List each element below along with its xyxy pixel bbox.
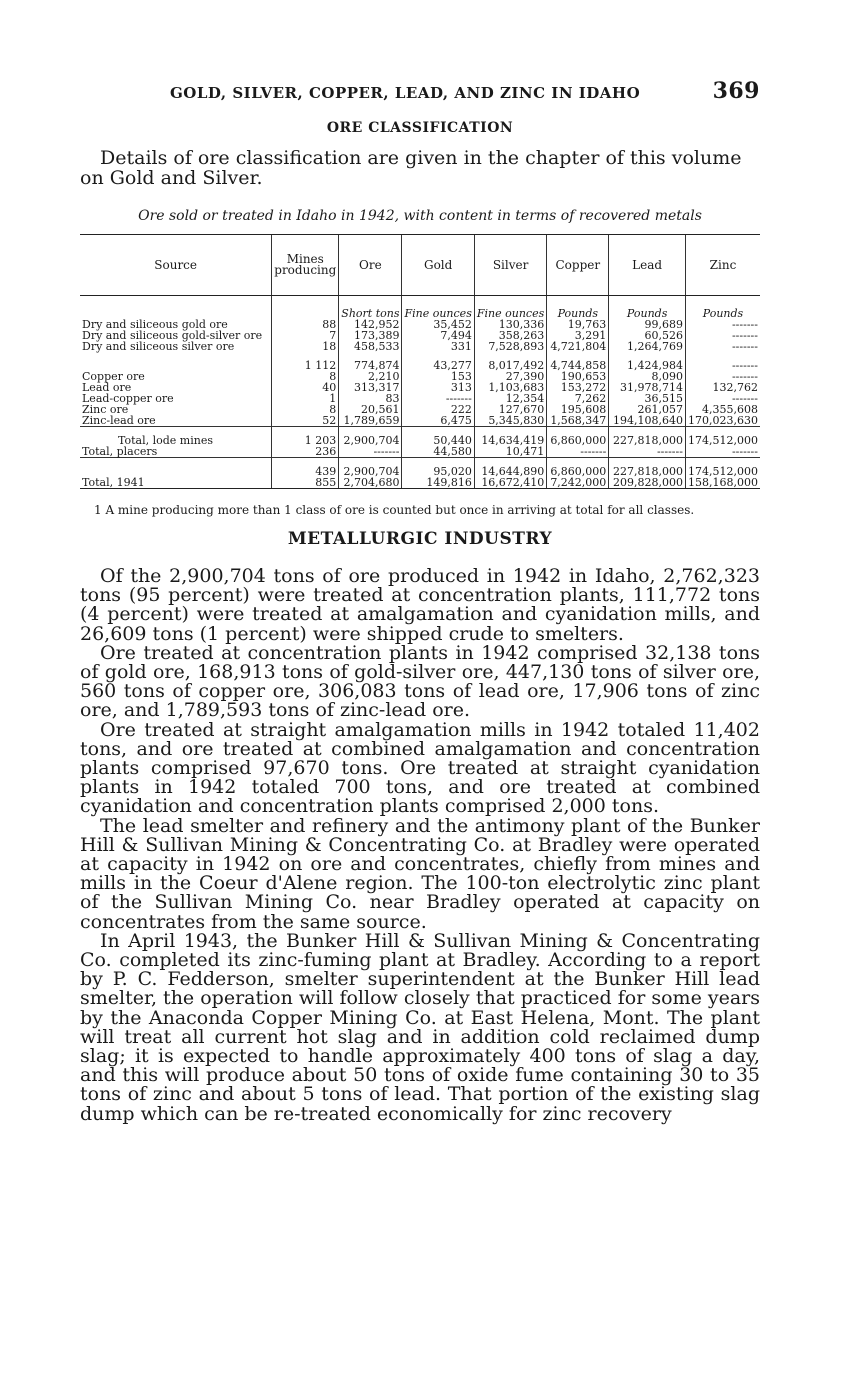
- document-page: [80, 78, 760, 1124]
- cell: 127,670: [474, 404, 546, 415]
- section-heading-ore-classification: ORE CLASSIFICATION: [326, 120, 514, 136]
- col-header-lead: Lead: [609, 235, 686, 296]
- cell: -------: [685, 319, 760, 330]
- cell: 10,471: [474, 446, 546, 458]
- cell: 313,317: [339, 382, 402, 393]
- cell: 99,689: [609, 319, 686, 330]
- cell: 4,721,804: [547, 341, 609, 352]
- cell: 27,390: [474, 371, 546, 382]
- row-label: Zinc ore: [82, 403, 129, 416]
- unit-cell: Pounds: [685, 296, 760, 320]
- col-header-zinc: Zinc: [685, 235, 760, 296]
- cell: 4,355,608: [685, 404, 760, 415]
- table-row: [80, 352, 760, 371]
- cell: 2,704,680: [339, 477, 402, 489]
- table-caption: Ore sold or treated in Idaho in 1942, with content in terms of recovered metals: [138, 208, 702, 224]
- cell: 2,900,704: [339, 427, 402, 447]
- cell: 83: [339, 393, 402, 404]
- row-label: [80, 352, 272, 371]
- cell: 142,952: [339, 319, 402, 330]
- cell: 95,020: [402, 458, 474, 478]
- cell: 7,494: [402, 330, 474, 341]
- cell: 173,389: [339, 330, 402, 341]
- page-number: 369: [712, 78, 760, 104]
- unit-cell: Pounds: [547, 296, 609, 320]
- cell: 1,103,683: [474, 382, 546, 393]
- cell: 1 112: [272, 352, 339, 371]
- cell: 35,452: [402, 319, 474, 330]
- cell: 1,789,659: [339, 415, 402, 427]
- row-label: Dry and siliceous silver ore: [82, 340, 235, 353]
- cell: 60,526: [609, 330, 686, 341]
- cell: 7,528,893: [474, 341, 546, 352]
- cell: 1: [272, 393, 339, 404]
- col-header-copper: Copper: [547, 235, 609, 296]
- cell: -------: [685, 393, 760, 404]
- cell: 153,272: [547, 382, 609, 393]
- cell: 331: [402, 341, 474, 352]
- unit-cell: Short tons: [339, 296, 402, 320]
- cell: -------: [339, 446, 402, 458]
- col-header-mines: Mines producing: [272, 235, 339, 296]
- section-heading-metallurgic-industry: METALLURGIC INDUSTRY: [287, 529, 553, 549]
- cell: 14,634,419: [474, 427, 546, 447]
- cell: 3,291: [547, 330, 609, 341]
- cell: -------: [685, 446, 760, 458]
- cell: -------: [685, 371, 760, 382]
- cell: 236: [272, 446, 339, 458]
- row-label: Copper ore: [82, 370, 145, 383]
- cell: 194,108,640: [609, 415, 686, 427]
- paragraph: The lead smelter and refinery and the antimony plant of the Bunker Hill & Sullivan Mining & Concentrating Co. at Bradley were operated at capacity in 1942 on ore and concentrates, chiefly from mines and mills in the Coeur d'Alene region. The 100-ton electrolytic zinc plant of the Sullivan Mining Co. near Bradley operated at capacity on concentrates from the same source.: [80, 814, 760, 933]
- cell: 158,168,000: [685, 477, 760, 489]
- cell: 12,354: [474, 393, 546, 404]
- unit-cell: [272, 296, 339, 320]
- cell: 458,533: [339, 341, 402, 352]
- cell: 2,210: [339, 371, 402, 382]
- col-header-silver: Silver: [474, 235, 546, 296]
- col-header-ore: Ore: [339, 235, 402, 296]
- row-label: Total, 1941: [80, 477, 272, 489]
- cell: 222: [402, 404, 474, 415]
- cell: 44,580: [402, 446, 474, 458]
- row-label: Zinc-lead ore: [82, 414, 156, 427]
- cell: 6,860,000: [547, 458, 609, 478]
- cell: 8: [272, 371, 339, 382]
- paragraph: In April 1943, the Bunker Hill & Sullivan Mining & Concentrating Co. completed its zinc-fuming plant at Bradley. According to a report by P. C. Fedderson, smelter superintendent at the Bunker Hill lead smelter, the operation will follow closely that practiced for some years by the Anaconda Copper Mining Co. at East Helena, Mont. The plant will treat all current hot slag and in addition cold reclaimed dump slag; it is expected to handle approximately 400 tons of slag a day, and this will produce about 50 tons of oxide fume containing 30 to 35 tons of zinc and about 5 tons of lead. That portion of the existing slag dump which can be re-treated economically for zinc recovery: [80, 929, 760, 1125]
- cell: 40: [272, 382, 339, 393]
- table-header-row: [80, 235, 760, 296]
- cell: 52: [272, 415, 339, 427]
- table-row: [80, 477, 760, 489]
- col-header-gold: Gold: [402, 235, 474, 296]
- paragraph: Ore treated at concentration plants in 1942 comprised 32,138 tons of gold ore, 168,913 tons of gold-silver ore, 447,130 tons of silver ore, 560 tons of copper ore, 306,083 tons of lead ore, 17,906 tons of zinc ore, and 1,789,593 tons of zinc-lead ore.: [80, 641, 760, 722]
- cell: 8,090: [609, 371, 686, 382]
- cell: 1,264,769: [609, 341, 686, 352]
- row-label: Dry and siliceous gold-silver ore: [82, 329, 263, 342]
- cell: -------: [685, 352, 760, 371]
- cell: 1,424,984: [609, 352, 686, 371]
- cell: 88: [272, 319, 339, 330]
- cell: -------: [547, 446, 609, 458]
- cell: 358,263: [474, 330, 546, 341]
- cell: 7,262: [547, 393, 609, 404]
- intro-paragraph: Details of ore classification are given in the chapter of this volume on Gold and Silver.: [80, 147, 742, 189]
- cell: 7,242,000: [547, 477, 609, 489]
- running-head: [80, 78, 760, 104]
- cell: 174,512,000: [685, 427, 760, 447]
- row-label: Dry and siliceous gold ore: [82, 318, 228, 331]
- table-row: [80, 415, 760, 427]
- cell: 261,057: [609, 404, 686, 415]
- cell: 1 203: [272, 427, 339, 447]
- cell: 36,515: [609, 393, 686, 404]
- cell: 18: [272, 341, 339, 352]
- cell: 31,978,714: [609, 382, 686, 393]
- cell: 132,762: [685, 382, 760, 393]
- units-row: [80, 296, 760, 320]
- cell: -------: [685, 330, 760, 341]
- cell: 6,860,000: [547, 427, 609, 447]
- table-row: [80, 427, 760, 447]
- cell: -------: [685, 341, 760, 352]
- row-label: [80, 458, 272, 478]
- cell: 439: [272, 458, 339, 478]
- cell: 8,017,492: [474, 352, 546, 371]
- cell: 170,023,630: [685, 415, 760, 427]
- cell: 50,440: [402, 427, 474, 447]
- cell: 5,345,830: [474, 415, 546, 427]
- cell: 313: [402, 382, 474, 393]
- cell: 195,608: [547, 404, 609, 415]
- cell: 16,672,410: [474, 477, 546, 489]
- ore-table: [80, 234, 760, 489]
- cell: 8: [272, 404, 339, 415]
- cell: 2,900,704: [339, 458, 402, 478]
- row-label: Total, placers: [82, 445, 158, 458]
- cell: 190,653: [547, 371, 609, 382]
- cell: 149,816: [402, 477, 474, 489]
- col-header-source: Source: [80, 235, 272, 296]
- cell: 7: [272, 330, 339, 341]
- cell: 227,818,000: [609, 427, 686, 447]
- cell: 153: [402, 371, 474, 382]
- unit-cell: Fine ounces: [402, 296, 474, 320]
- cell: 43,277: [402, 352, 474, 371]
- cell: 20,561: [339, 404, 402, 415]
- cell: -------: [402, 393, 474, 404]
- table-footnote: 1 A mine producing more than 1 class of ore is counted but once in arriving at total for all classes.: [94, 503, 695, 517]
- paragraph: Of the 2,900,704 tons of ore produced in 1942 in Idaho, 2,762,323 tons (95 percent) were treated at concentration plants, 111,772 tons (4 percent) were treated at amalgamation and cyanidation mills, and 26,609 tons (1 percent) were shipped crude to smelters.: [80, 565, 760, 645]
- cell: -------: [609, 446, 686, 458]
- cell: 4,744,858: [547, 352, 609, 371]
- cell: 6,475: [402, 415, 474, 427]
- row-label: Lead ore: [82, 381, 132, 394]
- cell: 130,336: [474, 319, 546, 330]
- table-row: [80, 458, 760, 478]
- cell: 1,568,347: [547, 415, 609, 427]
- running-head-title: GOLD, SILVER, COPPER, LEAD, AND ZINC IN IDAHO: [170, 84, 641, 102]
- unit-cell: [80, 296, 272, 320]
- unit-cell: Fine ounces: [474, 296, 546, 320]
- table-row: [80, 446, 760, 458]
- cell: 14,644,890: [474, 458, 546, 478]
- paragraph: Ore treated at straight amalgamation mills in 1942 totaled 11,402 tons, and ore treated at combined amalgamation and concentration plants comprised 97,670 tons. Ore treated at straight cyanidation plants in 1942 totaled 700 tons, and ore treated at combined cyanidation and concentration plants comprised 2,000 tons.: [80, 718, 760, 818]
- cell: 774,874: [339, 352, 402, 371]
- cell: 227,818,000: [609, 458, 686, 478]
- body-text: [80, 567, 760, 1124]
- cell: 174,512,000: [685, 458, 760, 478]
- table-row: [80, 341, 760, 352]
- cell: 19,763: [547, 319, 609, 330]
- cell: 855: [272, 477, 339, 489]
- row-label: Total, lode mines: [80, 427, 272, 447]
- row-label: Lead-copper ore: [82, 392, 174, 405]
- unit-cell: Pounds: [609, 296, 686, 320]
- cell: 209,828,000: [609, 477, 686, 489]
